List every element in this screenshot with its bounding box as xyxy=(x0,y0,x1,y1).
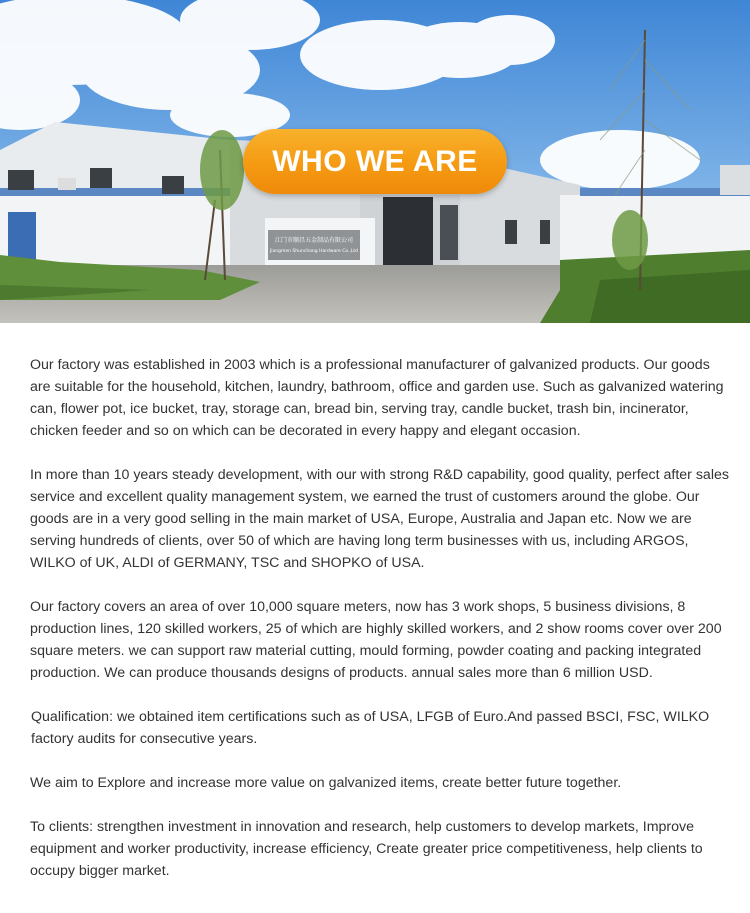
who-we-are-badge: WHO WE ARE xyxy=(243,129,507,194)
paragraph-clients: To clients: strengthen investment in innovation and research, help customers to develop markets, Improve equipment and worker productivity, increase efficiency, Create greater price competitiveness, help clients to occupy bigger market. xyxy=(30,819,703,879)
paragraph-history: Our factory was established in 2003 which is a professional manufacturer of galvanized products. Our goods are suitable for the household, kitchen, laundry, bathroom, office and garden use. Such as galvanized watering can, flower pot, ice bucket, tray, storage can, bread bin, serving tray, candle bucket, trash bin, incinerator, chicken feeder and so on which can be decorated in every happy and elegant occasion. xyxy=(30,357,724,439)
hero-banner xyxy=(0,0,750,323)
about-text xyxy=(30,354,730,882)
paragraph-aim: We aim to Explore and increase more value on galvanized items, create better future together. xyxy=(30,775,622,791)
paragraph-qualification: Qualification: we obtained item certifications such as of USA, LFGB of Euro.And passed BSCI, FSC, WILKO factory audits for consecutive years. xyxy=(31,709,710,747)
company-sign-cn: 江门市顺昌五金制品有限公司 xyxy=(274,237,354,244)
paragraph-development: In more than 10 years steady development, with our with strong R&D capability, good quality, perfect after sales service and excellent quality management system, we earned the trust of customers around the globe. Our goods are in a very good selling in the main market of USA, Europe, Australia and Japan etc. Now we are serving hundreds of clients, over 50 of which are having long term businesses with us, including ARGOS, WILKO of UK, ALDI of GERMANY, TSC and SHOPKO of USA. xyxy=(30,467,729,571)
company-sign-en: Jiangmen Shunchang Hardware Co.,Ltd xyxy=(269,249,359,254)
paragraph-factory: Our factory covers an area of over 10,000 square meters, now has 3 work shops, 5 business divisions, 8 production lines, 120 skilled workers, 25 of which are highly skilled workers, and 2 show rooms cover over 200 square meters. we can support raw material cutting, mould forming, powder coating and packing integrated production. We can produce thousands designs of products. annual sales more than 6 million USD. xyxy=(30,599,722,681)
